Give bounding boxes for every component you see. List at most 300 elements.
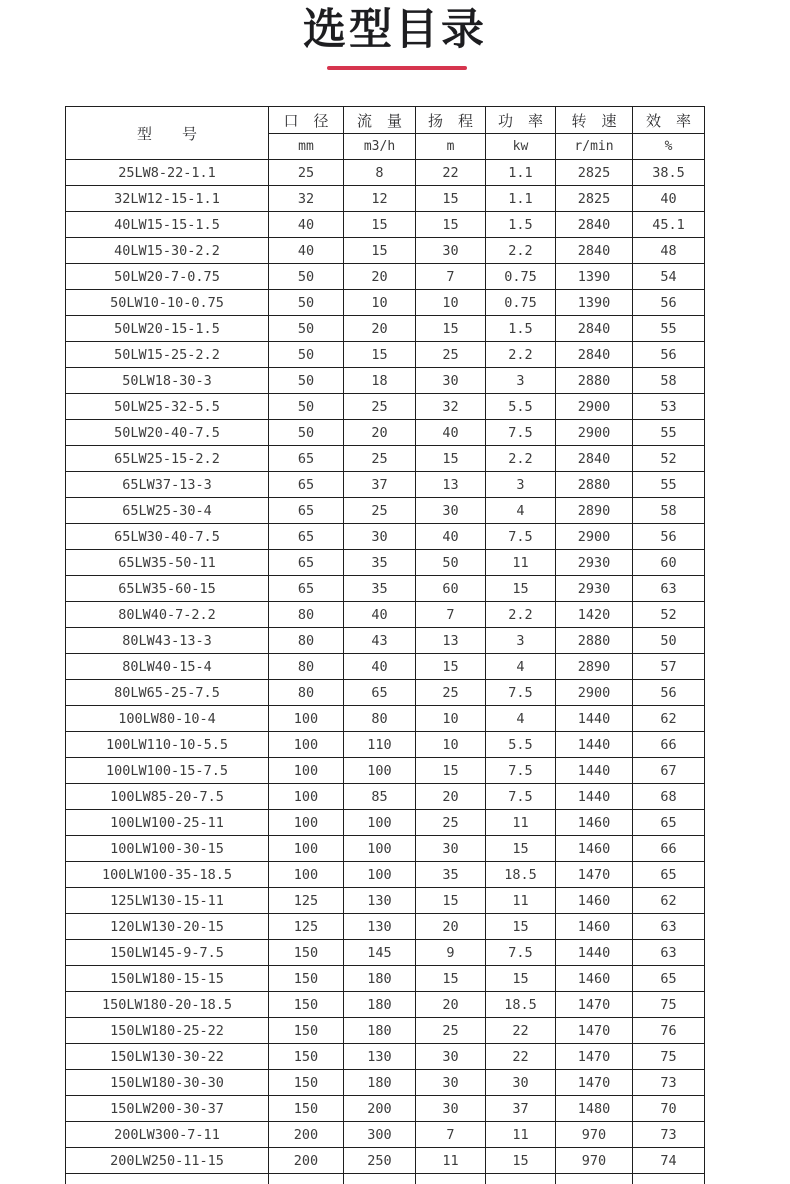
flow-cell: 180 <box>344 1070 416 1096</box>
efficiency-cell: 70 <box>633 1096 705 1122</box>
power-cell: 7.5 <box>486 758 556 784</box>
unit-label-diameter: mm <box>269 134 344 160</box>
head-cell: 40 <box>416 420 486 446</box>
table-row <box>66 784 705 810</box>
power-cell: 4 <box>486 498 556 524</box>
speed-cell: 2900 <box>556 394 633 420</box>
head-cell: 25 <box>416 810 486 836</box>
power-cell: 0.75 <box>486 290 556 316</box>
table-row <box>66 394 705 420</box>
diameter-cell: 100 <box>269 784 344 810</box>
efficiency-cell: 56 <box>633 524 705 550</box>
flow-cell: 43 <box>344 628 416 654</box>
diameter-cell: 65 <box>269 550 344 576</box>
table-header <box>66 107 705 160</box>
speed-cell: 2840 <box>556 446 633 472</box>
flow-cell: 40 <box>344 654 416 680</box>
column-header-head: 扬 程 <box>416 107 486 134</box>
flow-cell: 35 <box>344 550 416 576</box>
head-cell: 22 <box>416 160 486 186</box>
power-cell: 7.5 <box>486 940 556 966</box>
head-cell: 7 <box>416 602 486 628</box>
model-cell: 65LW25-30-4 <box>66 498 269 524</box>
table-row <box>66 316 705 342</box>
diameter-cell: 40 <box>269 238 344 264</box>
diameter-cell: 150 <box>269 966 344 992</box>
head-cell: 15 <box>416 888 486 914</box>
head-cell: 25 <box>416 342 486 368</box>
diameter-cell: 80 <box>269 680 344 706</box>
model-cell: 150LW180-25-22 <box>66 1018 269 1044</box>
power-cell: 2.2 <box>486 238 556 264</box>
flow-cell: 130 <box>344 1044 416 1070</box>
head-cell: 30 <box>416 836 486 862</box>
efficiency-cell: 67 <box>633 758 705 784</box>
flow-cell: 18 <box>344 368 416 394</box>
head-cell: 11 <box>416 1148 486 1174</box>
empty-cell <box>633 1174 705 1184</box>
head-cell: 30 <box>416 1070 486 1096</box>
flow-cell: 10 <box>344 290 416 316</box>
empty-cell <box>344 1174 416 1184</box>
flow-cell: 130 <box>344 914 416 940</box>
model-cell: 150LW200-30-37 <box>66 1096 269 1122</box>
diameter-cell: 65 <box>269 498 344 524</box>
efficiency-cell: 50 <box>633 628 705 654</box>
empty-cell <box>556 1174 633 1184</box>
diameter-cell: 150 <box>269 992 344 1018</box>
power-cell: 15 <box>486 966 556 992</box>
diameter-cell: 50 <box>269 264 344 290</box>
efficiency-cell: 52 <box>633 446 705 472</box>
diameter-cell: 50 <box>269 394 344 420</box>
power-cell: 1.5 <box>486 212 556 238</box>
model-cell: 50LW10-10-0.75 <box>66 290 269 316</box>
column-header-model: 型 号 <box>66 107 269 160</box>
model-cell: 50LW25-32-5.5 <box>66 394 269 420</box>
table-row <box>66 680 705 706</box>
power-cell: 18.5 <box>486 862 556 888</box>
table-body <box>66 160 705 1184</box>
table-row <box>66 576 705 602</box>
diameter-cell: 200 <box>269 1122 344 1148</box>
speed-cell: 1440 <box>556 706 633 732</box>
speed-cell: 2880 <box>556 368 633 394</box>
table-row <box>66 1148 705 1174</box>
table-row <box>66 706 705 732</box>
power-cell: 2.2 <box>486 342 556 368</box>
diameter-cell: 50 <box>269 290 344 316</box>
model-cell: 150LW180-30-30 <box>66 1070 269 1096</box>
efficiency-cell: 65 <box>633 966 705 992</box>
diameter-cell: 125 <box>269 914 344 940</box>
model-cell: 150LW130-30-22 <box>66 1044 269 1070</box>
speed-cell: 2930 <box>556 550 633 576</box>
flow-cell: 25 <box>344 446 416 472</box>
table-row <box>66 1096 705 1122</box>
speed-cell: 1440 <box>556 784 633 810</box>
efficiency-cell: 62 <box>633 888 705 914</box>
column-header-diameter: 口 径 <box>269 107 344 134</box>
model-cell: 80LW40-7-2.2 <box>66 602 269 628</box>
diameter-cell: 100 <box>269 836 344 862</box>
speed-cell: 2890 <box>556 498 633 524</box>
diameter-cell: 80 <box>269 628 344 654</box>
flow-cell: 20 <box>344 264 416 290</box>
table-row <box>66 602 705 628</box>
efficiency-cell: 75 <box>633 1044 705 1070</box>
model-cell: 100LW100-35-18.5 <box>66 862 269 888</box>
unit-label-flow: m3/h <box>344 134 416 160</box>
table-row <box>66 862 705 888</box>
power-cell: 3 <box>486 628 556 654</box>
efficiency-cell: 55 <box>633 420 705 446</box>
diameter-cell: 80 <box>269 602 344 628</box>
power-cell: 22 <box>486 1044 556 1070</box>
flow-cell: 180 <box>344 1018 416 1044</box>
flow-cell: 100 <box>344 758 416 784</box>
power-cell: 3 <box>486 368 556 394</box>
model-cell: 100LW80-10-4 <box>66 706 269 732</box>
diameter-cell: 65 <box>269 524 344 550</box>
diameter-cell: 100 <box>269 758 344 784</box>
speed-cell: 2840 <box>556 212 633 238</box>
efficiency-cell: 68 <box>633 784 705 810</box>
flow-cell: 35 <box>344 576 416 602</box>
diameter-cell: 100 <box>269 862 344 888</box>
diameter-cell: 25 <box>269 160 344 186</box>
speed-cell: 970 <box>556 1148 633 1174</box>
flow-cell: 30 <box>344 524 416 550</box>
page-title: 选型目录 <box>303 5 487 55</box>
efficiency-cell: 45.1 <box>633 212 705 238</box>
speed-cell: 1390 <box>556 264 633 290</box>
head-cell: 15 <box>416 758 486 784</box>
flow-cell: 25 <box>344 498 416 524</box>
flow-cell: 8 <box>344 160 416 186</box>
diameter-cell: 50 <box>269 368 344 394</box>
power-cell: 11 <box>486 550 556 576</box>
model-cell: 200LW300-7-11 <box>66 1122 269 1148</box>
table-row <box>66 654 705 680</box>
diameter-cell: 100 <box>269 810 344 836</box>
head-cell: 9 <box>416 940 486 966</box>
flow-cell: 37 <box>344 472 416 498</box>
efficiency-cell: 63 <box>633 914 705 940</box>
diameter-cell: 100 <box>269 732 344 758</box>
power-cell: 1.5 <box>486 316 556 342</box>
speed-cell: 1420 <box>556 602 633 628</box>
model-cell: 80LW43-13-3 <box>66 628 269 654</box>
power-cell: 1.1 <box>486 160 556 186</box>
model-cell: 150LW180-15-15 <box>66 966 269 992</box>
model-cell: 65LW35-50-11 <box>66 550 269 576</box>
speed-cell: 1470 <box>556 992 633 1018</box>
head-cell: 10 <box>416 732 486 758</box>
efficiency-cell: 65 <box>633 862 705 888</box>
power-cell: 18.5 <box>486 992 556 1018</box>
speed-cell: 1470 <box>556 1044 633 1070</box>
power-cell: 15 <box>486 576 556 602</box>
efficiency-cell: 56 <box>633 290 705 316</box>
model-cell: 120LW130-20-15 <box>66 914 269 940</box>
diameter-cell: 150 <box>269 1070 344 1096</box>
power-cell: 11 <box>486 1122 556 1148</box>
head-cell: 20 <box>416 992 486 1018</box>
head-cell: 7 <box>416 1122 486 1148</box>
head-cell: 10 <box>416 290 486 316</box>
power-cell: 11 <box>486 810 556 836</box>
table-row <box>66 1018 705 1044</box>
efficiency-cell: 56 <box>633 342 705 368</box>
unit-label-head: m <box>416 134 486 160</box>
head-cell: 15 <box>416 446 486 472</box>
diameter-cell: 150 <box>269 1096 344 1122</box>
model-cell: 65LW37-13-3 <box>66 472 269 498</box>
diameter-cell: 150 <box>269 1018 344 1044</box>
table-row <box>66 472 705 498</box>
head-cell: 20 <box>416 914 486 940</box>
flow-cell: 110 <box>344 732 416 758</box>
table-row <box>66 1044 705 1070</box>
diameter-cell: 100 <box>269 706 344 732</box>
flow-cell: 20 <box>344 316 416 342</box>
efficiency-cell: 53 <box>633 394 705 420</box>
head-cell: 15 <box>416 186 486 212</box>
table-row <box>66 420 705 446</box>
diameter-cell: 65 <box>269 576 344 602</box>
efficiency-cell: 55 <box>633 316 705 342</box>
head-cell: 15 <box>416 966 486 992</box>
table-row <box>66 238 705 264</box>
table-row <box>66 290 705 316</box>
speed-cell: 1480 <box>556 1096 633 1122</box>
head-cell: 13 <box>416 472 486 498</box>
table-row-clipped <box>66 1174 705 1184</box>
power-cell: 11 <box>486 888 556 914</box>
diameter-cell: 200 <box>269 1148 344 1174</box>
speed-cell: 1470 <box>556 1018 633 1044</box>
efficiency-cell: 76 <box>633 1018 705 1044</box>
flow-cell: 40 <box>344 602 416 628</box>
model-cell: 50LW15-25-2.2 <box>66 342 269 368</box>
table-row <box>66 212 705 238</box>
flow-cell: 15 <box>344 238 416 264</box>
efficiency-cell: 74 <box>633 1148 705 1174</box>
power-cell: 7.5 <box>486 524 556 550</box>
empty-cell <box>66 1174 269 1184</box>
diameter-cell: 125 <box>269 888 344 914</box>
power-cell: 0.75 <box>486 264 556 290</box>
power-cell: 30 <box>486 1070 556 1096</box>
power-cell: 15 <box>486 914 556 940</box>
efficiency-cell: 54 <box>633 264 705 290</box>
diameter-cell: 65 <box>269 472 344 498</box>
head-cell: 50 <box>416 550 486 576</box>
efficiency-cell: 58 <box>633 368 705 394</box>
flow-cell: 85 <box>344 784 416 810</box>
head-cell: 32 <box>416 394 486 420</box>
model-cell: 100LW85-20-7.5 <box>66 784 269 810</box>
model-cell: 50LW18-30-3 <box>66 368 269 394</box>
speed-cell: 2840 <box>556 238 633 264</box>
head-cell: 25 <box>416 680 486 706</box>
column-header-speed: 转 速 <box>556 107 633 134</box>
power-cell: 4 <box>486 654 556 680</box>
flow-cell: 65 <box>344 680 416 706</box>
efficiency-cell: 63 <box>633 576 705 602</box>
efficiency-cell: 73 <box>633 1070 705 1096</box>
diameter-cell: 32 <box>269 186 344 212</box>
table-row <box>66 264 705 290</box>
efficiency-cell: 66 <box>633 732 705 758</box>
power-cell: 22 <box>486 1018 556 1044</box>
table-row <box>66 524 705 550</box>
head-cell: 25 <box>416 1018 486 1044</box>
diameter-cell: 50 <box>269 316 344 342</box>
head-cell: 15 <box>416 654 486 680</box>
flow-cell: 300 <box>344 1122 416 1148</box>
head-cell: 60 <box>416 576 486 602</box>
head-cell: 30 <box>416 1044 486 1070</box>
speed-cell: 2880 <box>556 628 633 654</box>
efficiency-cell: 40 <box>633 186 705 212</box>
head-cell: 30 <box>416 498 486 524</box>
diameter-cell: 80 <box>269 654 344 680</box>
flow-cell: 25 <box>344 394 416 420</box>
table-row <box>66 1122 705 1148</box>
table-row <box>66 628 705 654</box>
speed-cell: 2825 <box>556 186 633 212</box>
power-cell: 1.1 <box>486 186 556 212</box>
efficiency-cell: 48 <box>633 238 705 264</box>
power-cell: 4 <box>486 706 556 732</box>
head-cell: 30 <box>416 238 486 264</box>
diameter-cell: 50 <box>269 420 344 446</box>
power-cell: 37 <box>486 1096 556 1122</box>
table-row <box>66 342 705 368</box>
power-cell: 15 <box>486 1148 556 1174</box>
flow-cell: 20 <box>344 420 416 446</box>
model-cell: 150LW145-9-7.5 <box>66 940 269 966</box>
speed-cell: 1440 <box>556 732 633 758</box>
speed-cell: 1460 <box>556 914 633 940</box>
head-cell: 10 <box>416 706 486 732</box>
table-row <box>66 992 705 1018</box>
speed-cell: 2900 <box>556 420 633 446</box>
speed-cell: 1470 <box>556 862 633 888</box>
flow-cell: 100 <box>344 862 416 888</box>
flow-cell: 130 <box>344 888 416 914</box>
table-row <box>66 186 705 212</box>
model-cell: 125LW130-15-11 <box>66 888 269 914</box>
model-cell: 65LW35-60-15 <box>66 576 269 602</box>
model-cell: 50LW20-40-7.5 <box>66 420 269 446</box>
table-row <box>66 914 705 940</box>
efficiency-cell: 62 <box>633 706 705 732</box>
model-cell: 100LW100-15-7.5 <box>66 758 269 784</box>
speed-cell: 2930 <box>556 576 633 602</box>
flow-cell: 100 <box>344 836 416 862</box>
unit-label-efficiency: % <box>633 134 705 160</box>
table-row <box>66 836 705 862</box>
empty-cell <box>486 1174 556 1184</box>
model-cell: 150LW180-20-18.5 <box>66 992 269 1018</box>
column-header-flow: 流 量 <box>344 107 416 134</box>
empty-cell <box>269 1174 344 1184</box>
efficiency-cell: 65 <box>633 810 705 836</box>
efficiency-cell: 60 <box>633 550 705 576</box>
head-cell: 40 <box>416 524 486 550</box>
table-row <box>66 550 705 576</box>
speed-cell: 1460 <box>556 836 633 862</box>
flow-cell: 80 <box>344 706 416 732</box>
power-cell: 5.5 <box>486 732 556 758</box>
diameter-cell: 150 <box>269 1044 344 1070</box>
table-row <box>66 446 705 472</box>
head-cell: 35 <box>416 862 486 888</box>
speed-cell: 2900 <box>556 524 633 550</box>
diameter-cell: 40 <box>269 212 344 238</box>
flow-cell: 145 <box>344 940 416 966</box>
table-row <box>66 758 705 784</box>
model-cell: 80LW40-15-4 <box>66 654 269 680</box>
table-row <box>66 368 705 394</box>
speed-cell: 1460 <box>556 966 633 992</box>
power-cell: 5.5 <box>486 394 556 420</box>
speed-cell: 1460 <box>556 888 633 914</box>
table-row <box>66 160 705 186</box>
head-cell: 20 <box>416 784 486 810</box>
efficiency-cell: 56 <box>633 680 705 706</box>
speed-cell: 2900 <box>556 680 633 706</box>
flow-cell: 12 <box>344 186 416 212</box>
table-row <box>66 940 705 966</box>
power-cell: 3 <box>486 472 556 498</box>
speed-cell: 2880 <box>556 472 633 498</box>
diameter-cell: 150 <box>269 940 344 966</box>
diameter-cell: 65 <box>269 446 344 472</box>
table-row <box>66 498 705 524</box>
efficiency-cell: 63 <box>633 940 705 966</box>
power-cell: 2.2 <box>486 446 556 472</box>
efficiency-cell: 52 <box>633 602 705 628</box>
efficiency-cell: 66 <box>633 836 705 862</box>
table-row <box>66 810 705 836</box>
model-cell: 100LW100-25-11 <box>66 810 269 836</box>
efficiency-cell: 73 <box>633 1122 705 1148</box>
model-cell: 40LW15-30-2.2 <box>66 238 269 264</box>
power-cell: 7.5 <box>486 420 556 446</box>
model-cell: 100LW110-10-5.5 <box>66 732 269 758</box>
speed-cell: 2825 <box>556 160 633 186</box>
table-row <box>66 888 705 914</box>
model-cell: 25LW8-22-1.1 <box>66 160 269 186</box>
model-cell: 50LW20-7-0.75 <box>66 264 269 290</box>
table-row <box>66 732 705 758</box>
efficiency-cell: 38.5 <box>633 160 705 186</box>
speed-cell: 1470 <box>556 1070 633 1096</box>
title-underline-divider <box>327 66 467 70</box>
efficiency-cell: 58 <box>633 498 705 524</box>
model-cell: 200LW250-11-15 <box>66 1148 269 1174</box>
head-cell: 15 <box>416 316 486 342</box>
model-cell: 50LW20-15-1.5 <box>66 316 269 342</box>
head-cell: 30 <box>416 368 486 394</box>
speed-cell: 1440 <box>556 940 633 966</box>
model-cell: 80LW65-25-7.5 <box>66 680 269 706</box>
flow-cell: 15 <box>344 342 416 368</box>
